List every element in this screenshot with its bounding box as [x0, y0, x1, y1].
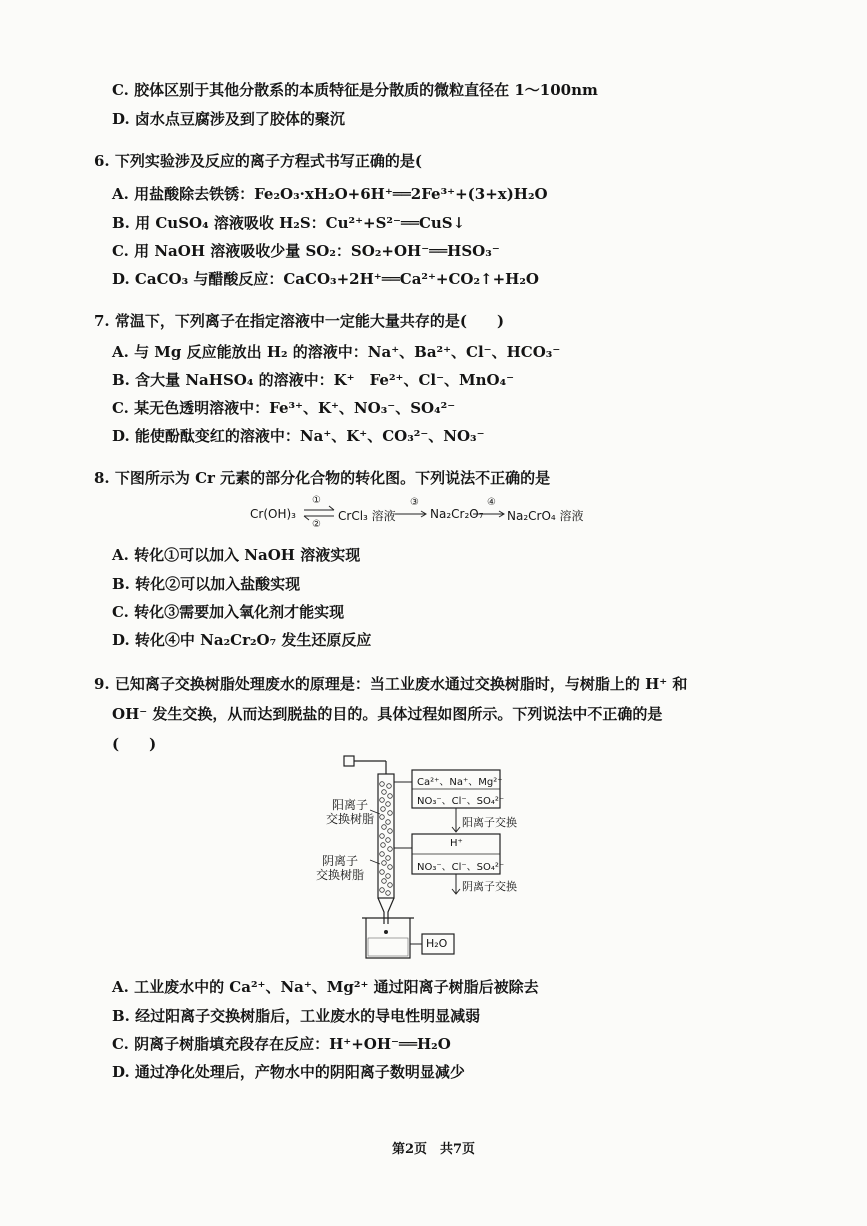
q9-option-b: B. 经过阳离子交换树脂后，工业废水的导电性明显减弱 [112, 1007, 481, 1025]
q9-option-a: A. 工业废水中的 Ca²⁺、Na⁺、Mg²⁺ 通过阳离子树脂后被除去 [112, 978, 539, 996]
q6-option-c: C. 用 NaOH 溶液吸收少量 SO₂：SO₂+OH⁻══HSO₃⁻ [112, 242, 500, 260]
q5-option-d: D. 卤水点豆腐涉及到了胶体的聚沉 [112, 110, 345, 128]
step3-label: ③ [410, 497, 419, 508]
q9-option-d: D. 通过净化处理后，产物水中的阴阳离子数明显减少 [112, 1063, 465, 1081]
q7-option-d: D. 能使酚酞变红的溶液中：Na⁺、K⁺、CO₃²⁻、NO₃⁻ [112, 427, 485, 445]
cation-exchange-label: 阳离子交换 [462, 816, 517, 829]
arrow-3-icon [394, 509, 428, 519]
box1-anions: NO₃⁻、Cl⁻、SO₄²⁻ [417, 796, 505, 807]
anion-resin-label: 阴离子 交换树脂 [316, 854, 365, 882]
q8-option-a: A. 转化①可以加入 NaOH 溶液实现 [112, 546, 361, 564]
ion-exchange-figure [300, 752, 560, 962]
q5-option-c: C. 胶体区别于其他分散系的本质特征是分散质的微粒直径在 1～100nm [112, 81, 598, 99]
q8-option-d: D. 转化④中 Na₂Cr₂O₇ 发生还原反应 [112, 631, 372, 649]
arrow-4-icon [472, 509, 506, 519]
na2cro4-label: Na₂CrO₄ 溶液 [507, 509, 584, 523]
step1-label: ① [312, 495, 321, 506]
q9-option-c: C. 阴离子树脂填充段存在反应：H⁺+OH⁻══H₂O [112, 1035, 451, 1053]
q8-option-b: B. 转化②可以加入盐酸实现 [112, 575, 301, 593]
cr-oh3-label: Cr(OH)₃ [250, 507, 296, 521]
q9-stem-line3: ( ) [112, 735, 157, 753]
box2-hydrogen: H⁺ [450, 838, 463, 849]
box2-anions: NO₃⁻、Cl⁻、SO₄²⁻ [417, 862, 505, 873]
q8-stem: 8. 下图所示为 Cr 元素的部分化合物的转化图。下列说法不正确的是 [94, 469, 551, 487]
q8-option-c: C. 转化③需要加入氧化剂才能实现 [112, 603, 345, 621]
anion-exchange-label: 阴离子交换 [462, 880, 517, 893]
q9-stem-line1: 9. 已知离子交换树脂处理废水的原理是：当工业废水通过交换树脂时，与树脂上的 H⁺ 和 [94, 675, 688, 693]
q7-option-c: C. 某无色透明溶液中：Fe³⁺、K⁺、NO₃⁻、SO₄²⁻ [112, 399, 456, 417]
water-label: H₂O [426, 937, 448, 950]
cr-conversion-scheme [250, 497, 610, 533]
q7-option-a: A. 与 Mg 反应能放出 H₂ 的溶液中：Na⁺、Ba²⁺、Cl⁻、HCO₃⁻ [112, 343, 561, 361]
q9-stem-line2: OH⁻ 发生交换，从而达到脱盐的目的。具体过程如图所示。下列说法中不正确的是 [112, 705, 663, 723]
q7-stem: 7. 常温下，下列离子在指定溶液中一定能大量共存的是( ) [94, 312, 505, 330]
box1-cations: Ca²⁺、Na⁺、Mg²⁺ [417, 777, 503, 788]
q6-option-b: B. 用 CuSO₄ 溶液吸收 H₂S：Cu²⁺+S²⁻══CuS↓ [112, 214, 466, 232]
crcl3-label: CrCl₃ 溶液 [338, 509, 396, 523]
q6-option-a: A. 用盐酸除去铁锈：Fe₂O₃·xH₂O+6H⁺══2Fe³⁺+(3+x)H₂O [112, 185, 548, 203]
page-footer: 第2页 共7页 [391, 1142, 476, 1157]
cation-resin-label: 阳离子 交换树脂 [326, 798, 375, 826]
step2-label: ② [312, 519, 321, 530]
q6-option-d: D. CaCO₃ 与醋酸反应：CaCO₃+2H⁺══Ca²⁺+CO₂↑+H₂O [112, 270, 539, 288]
na2cr2o7-label: Na₂Cr₂O₇ [430, 507, 484, 521]
reversible-arrow-icon [302, 505, 336, 521]
q6-stem: 6. 下列实验涉及反应的离子方程式书写正确的是( [94, 152, 422, 170]
q7-option-b: B. 含大量 NaHSO₄ 的溶液中：K⁺ Fe²⁺、Cl⁻、MnO₄⁻ [112, 371, 515, 389]
step4-label: ④ [487, 497, 496, 508]
